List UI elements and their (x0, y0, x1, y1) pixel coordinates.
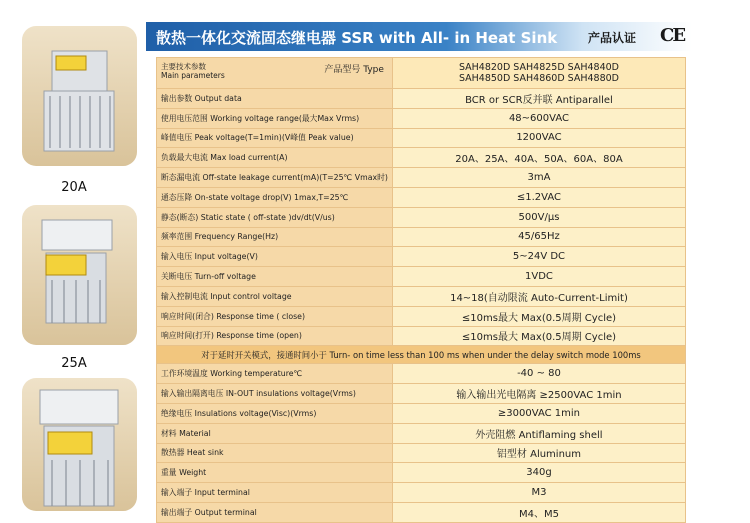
table-row (157, 364, 686, 384)
product-caption-25a: 25A (61, 356, 87, 371)
table-row (157, 443, 686, 463)
heatsink-relay-illustration (22, 378, 137, 511)
value-cell: 1200VAC (392, 128, 685, 148)
param-cell: 输入电压 Input voltage(V) (157, 247, 393, 267)
table-row (157, 463, 686, 483)
product-images-column (0, 0, 148, 511)
table-header-row (157, 58, 686, 89)
certification-label: 产品认证 (588, 31, 637, 45)
value-cell: -40 ~ 80 (392, 364, 685, 384)
table-row (157, 483, 686, 503)
value-cell: ≥3000VAC 1min (392, 403, 685, 423)
product-photo-20a (22, 26, 137, 166)
param-cell: 绝缘电压 Insulations voltage(Visc)(Vrms) (157, 403, 393, 423)
table-row (157, 128, 686, 148)
table-row (157, 187, 686, 207)
value-cell: 外壳阻燃 Antiflaming shell (392, 423, 685, 443)
table-row (157, 207, 686, 227)
note-row (157, 346, 686, 364)
param-cell: 材料 Material (157, 423, 393, 443)
table-row (157, 247, 686, 267)
page-title: 散热一体化交流固态继电器 SSR with All- in Heat Sink (156, 29, 558, 47)
param-cell: 负载最大电流 Max load current(A) (157, 148, 393, 168)
value-cell: 340g (392, 463, 685, 483)
param-cell: 使用电压范围 Working voltage range(最大Max Vrms) (157, 108, 393, 128)
value-cell: 45/65Hz (392, 227, 685, 247)
param-cell: 输出参数 Output data (157, 89, 393, 109)
title-bar (146, 22, 692, 51)
value-cell: 48~600VAC (392, 108, 685, 128)
param-cell: 响应时间(打开) Response time (open) (157, 326, 393, 346)
table-row (157, 403, 686, 423)
table-row (157, 108, 686, 128)
product-photo-25a (22, 205, 137, 345)
heatsink-relay-illustration (22, 26, 137, 166)
param-cell: 静态(断态) Static state ( off-state )dv/dt(V/us) (157, 207, 393, 227)
value-cell: 铝型材 Aluminum (392, 443, 685, 463)
param-cell: 断态漏电流 Off-state leakage current(mA)(T=25℃ Vmax时) (157, 168, 393, 188)
table-row (157, 286, 686, 306)
ce-mark-icon: CE (660, 25, 685, 46)
param-cell: 输入输出隔离电压 IN-OUT insulations voltage(Vrms) (157, 384, 393, 404)
table-row (157, 168, 686, 188)
value-cell: 14~18(自动限流 Auto-Current-Limit) (392, 286, 685, 306)
value-cell: ≤10ms最大 Max(0.5周期 Cycle) (392, 306, 685, 326)
table-row (157, 306, 686, 326)
param-cell: 通态压降 On-state voltage drop(V) 1max,T=25℃ (157, 187, 393, 207)
table-row (157, 384, 686, 404)
value-cell: ≤1.2VAC (392, 187, 685, 207)
value-cell: 输入输出光电隔离 ≥2500VAC 1min (392, 384, 685, 404)
param-cell: 输入控制电流 Input control voltage (157, 286, 393, 306)
value-cell: BCR or SCR反并联 Antiparallel (392, 89, 685, 109)
value-cell: M3 (392, 483, 685, 503)
value-cell: 5~24V DC (392, 247, 685, 267)
value-cell: 1VDC (392, 267, 685, 287)
value-cell: 500V/μs (392, 207, 685, 227)
model-list-cell (392, 58, 685, 89)
heatsink-relay-illustration (22, 205, 137, 345)
spec-sheet (146, 22, 692, 520)
param-cell: 输出端子 Output terminal (157, 502, 393, 522)
spec-table (156, 57, 686, 523)
param-cell: 关断电压 Turn-off voltage (157, 267, 393, 287)
param-cell: 重量 Weight (157, 463, 393, 483)
table-row (157, 502, 686, 522)
table-row (157, 227, 686, 247)
value-cell: 3mA (392, 168, 685, 188)
param-cell: 散热器 Heat sink (157, 443, 393, 463)
table-row (157, 326, 686, 346)
value-cell: M4、M5 (392, 502, 685, 522)
table-row (157, 423, 686, 443)
product-photo-40a (22, 378, 137, 511)
param-cell: 峰值电压 Peak voltage(T=1min)(V峰值 Peak value) (157, 128, 393, 148)
param-cell: 输入端子 Input terminal (157, 483, 393, 503)
value-cell: ≤10ms最大 Max(0.5周期 Cycle) (392, 326, 685, 346)
model-line: SAH4850D SAH4860D SAH4880D (458, 73, 619, 84)
param-cell: 频率范围 Frequency Range(Hz) (157, 227, 393, 247)
delay-mode-note: 对于延时开关模式，接通时间小于 Turn- on time less than 100 ms when under the delay switch mode 100ms (157, 346, 686, 364)
header-param-cell (157, 58, 393, 89)
param-cell: 响应时间(闭合) Response time ( close) (157, 306, 393, 326)
param-cell: 工作环境温度 Working temperature℃ (157, 364, 393, 384)
model-line: SAH4820D SAH4825D SAH4840D (458, 62, 619, 73)
table-row (157, 267, 686, 287)
main-parameters-label: 主要技术参数 Main parameters (161, 62, 225, 80)
table-row (157, 148, 686, 168)
value-cell: 20A、25A、40A、50A、60A、80A (392, 148, 685, 168)
table-row (157, 89, 686, 109)
type-label: 产品型号 Type (324, 65, 384, 75)
product-caption-20a: 20A (61, 180, 87, 195)
